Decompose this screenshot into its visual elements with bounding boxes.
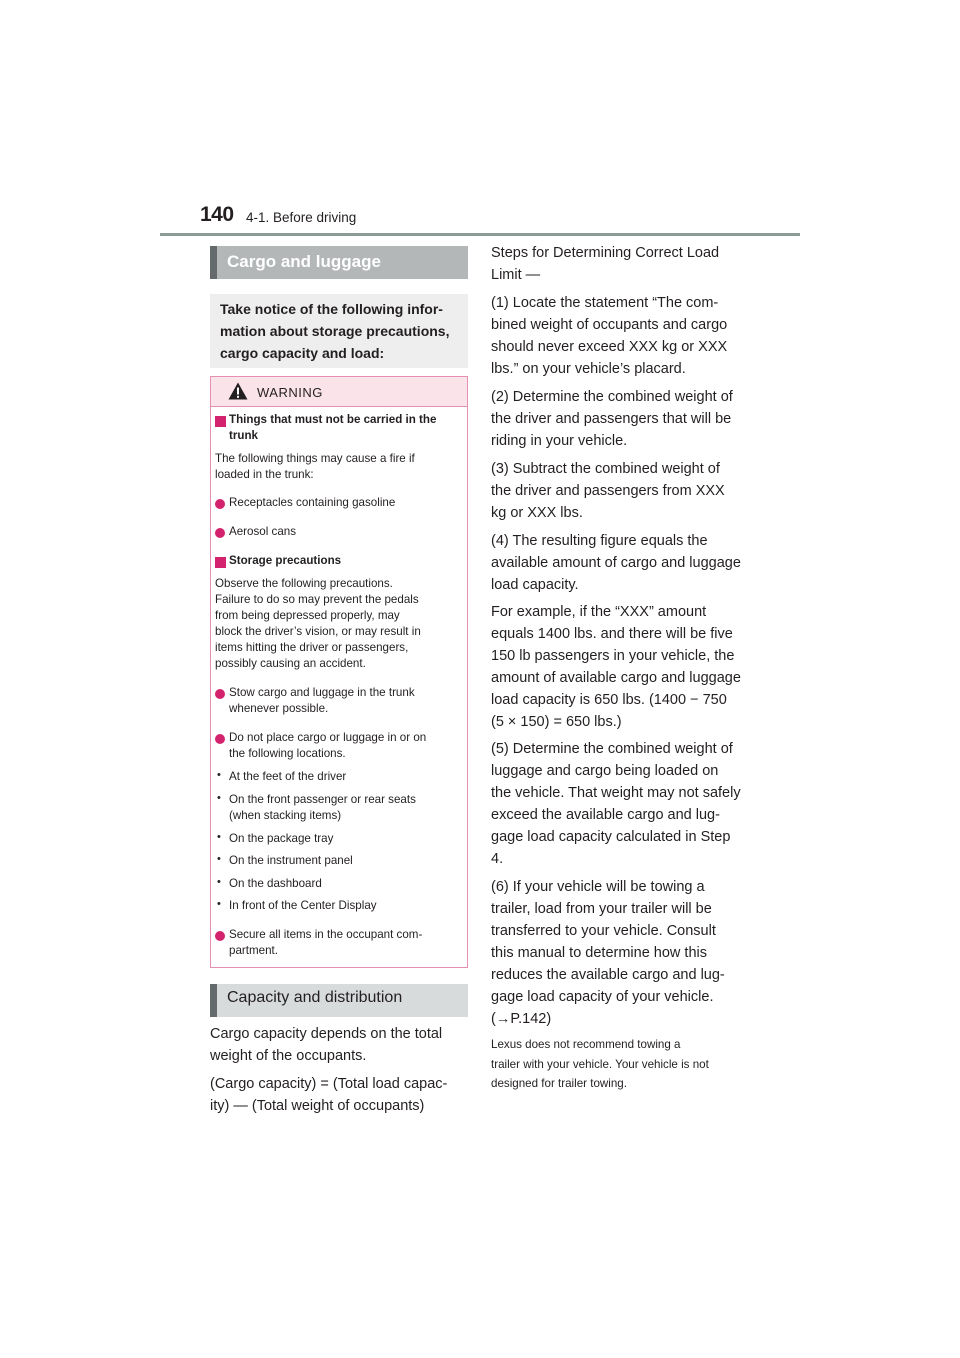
square-bullet-icon xyxy=(215,557,226,568)
text-line: 4. xyxy=(491,851,504,867)
round-bullet-icon xyxy=(215,499,225,509)
text-line: should never exceed XXX kg or XXX xyxy=(491,339,728,355)
text-line: possibly causing an accident. xyxy=(215,657,366,670)
sub-item-center-display: In front of the Center Display xyxy=(229,899,377,912)
text-line: (Cargo capacity) = (Total load capac- xyxy=(210,1076,448,1092)
step-6 xyxy=(491,876,725,1030)
text-line: Stow cargo and luggage in the trunk xyxy=(229,686,415,699)
page-reference-link[interactable]: (→P.142) xyxy=(491,1011,552,1027)
warning-label: WARNING xyxy=(257,385,323,400)
cargo-heading-label: Cargo and luggage xyxy=(227,252,381,271)
text-line: riding in your vehicle. xyxy=(491,433,628,449)
warning-box xyxy=(210,376,468,968)
text-line: Secure all items in the occupant com- xyxy=(229,928,423,941)
text-line: loaded in the trunk: xyxy=(215,468,314,481)
page-number: 140 xyxy=(200,203,234,226)
text-line: the driver and passengers that will be xyxy=(491,411,732,427)
text-line: (2) Determine the combined weight of xyxy=(491,389,733,405)
text-line: equals 1400 lbs. and there will be five xyxy=(491,626,733,642)
text-line: The following things may cause a fire if xyxy=(215,452,415,465)
sub-bullet: • xyxy=(217,853,221,865)
round-bullet-icon xyxy=(215,931,225,941)
text-line: Cargo capacity depends on the total xyxy=(210,1026,443,1042)
text-line: gage load capacity of your vehicle. xyxy=(491,989,714,1005)
text-line: (when stacking items) xyxy=(229,809,342,822)
section-title: 4-1. Before driving xyxy=(246,210,357,225)
text-line: Lexus does not recommend towing a xyxy=(491,1038,681,1051)
text-line: (5 × 150) = 650 lbs.) xyxy=(491,714,622,730)
step-1 xyxy=(491,292,727,380)
text-line: reduces the available cargo and lug- xyxy=(491,967,725,983)
capacity-formula xyxy=(210,1073,447,1117)
text-line: Limit — xyxy=(491,267,541,283)
text-line: trailer, load from your trailer will be xyxy=(491,901,712,917)
text-line: (3) Subtract the combined weight of xyxy=(491,461,720,477)
text-line: trunk xyxy=(229,429,258,442)
trunk-paragraph xyxy=(215,451,459,483)
text-line: transferred to your vehicle. Consult xyxy=(491,923,716,939)
text-line: On the front passenger or rear seats xyxy=(229,793,416,806)
text-line: Failure to do so may prevent the pedals xyxy=(215,593,419,606)
text-line: Steps for Determining Correct Load xyxy=(491,245,720,261)
text-line: the driver and passengers from XXX xyxy=(491,483,725,499)
text-line: exceed the available cargo and lug- xyxy=(491,807,720,823)
text-line: trailer with your vehicle. Your vehicle is not xyxy=(491,1057,709,1071)
steps-title xyxy=(491,242,719,286)
text-line: lbs.” on your vehicle’s placard. xyxy=(491,361,686,377)
text-line: gage load capacity calculated in Step xyxy=(491,829,731,845)
intro-box xyxy=(210,294,468,368)
text-line: kg or XXX lbs. xyxy=(491,505,583,521)
text-line: 150 lb passengers in your vehicle, the xyxy=(491,648,735,664)
text-line: available amount of cargo and luggage xyxy=(491,555,741,571)
text-line: For example, if the “XXX” amount xyxy=(491,604,707,620)
text-line: (1) Locate the statement “The com- xyxy=(491,295,719,311)
step-2 xyxy=(491,386,733,452)
section-title-trunk xyxy=(229,412,459,444)
sub-item-seats xyxy=(229,792,459,824)
text-line: load capacity is 650 lbs. (1400 − 750 xyxy=(491,692,727,708)
capacity-heading xyxy=(210,984,468,1017)
cargo-heading xyxy=(210,246,468,279)
text-line: items hitting the driver or passengers, xyxy=(215,641,409,654)
towing-note xyxy=(491,1035,709,1094)
sub-item-dashboard: On the dashboard xyxy=(229,877,322,890)
sub-bullet: • xyxy=(217,769,221,781)
header-rule xyxy=(160,233,800,236)
list-item-gasoline: Receptacles containing gasoline xyxy=(229,496,396,509)
text-line: ity) — (Total weight of occupants) xyxy=(210,1098,425,1114)
intro-line: cargo capacity and load: xyxy=(220,345,385,361)
list-item-do-not-place xyxy=(229,730,459,762)
text-line: load capacity. xyxy=(491,577,579,593)
intro-line: mation about storage precautions, xyxy=(220,323,450,339)
round-bullet-icon xyxy=(215,689,225,699)
sub-bullet: • xyxy=(217,831,221,843)
warning-triangle-icon xyxy=(228,382,248,400)
text-line: amount of available cargo and luggage xyxy=(491,670,741,686)
text-line: whenever possible. xyxy=(229,702,329,715)
text-line: weight of the occupants. xyxy=(210,1048,367,1064)
sub-bullet: • xyxy=(217,792,221,804)
sub-item-driver-feet: At the feet of the driver xyxy=(229,770,347,783)
storage-paragraph xyxy=(215,576,459,672)
sub-bullet: • xyxy=(217,898,221,910)
capacity-paragraph-1 xyxy=(210,1023,442,1067)
step-3 xyxy=(491,458,725,524)
text-line: designed for trailer towing. xyxy=(491,1077,627,1090)
list-item-aerosol: Aerosol cans xyxy=(229,525,297,538)
text-line: partment. xyxy=(229,944,278,957)
capacity-heading-label: Capacity and distribution xyxy=(227,989,403,1006)
text-line: Observe the following precautions. xyxy=(215,577,393,590)
text-line: luggage and cargo being loaded on xyxy=(491,763,719,779)
text-line: (4) The resulting figure equals the xyxy=(491,533,708,549)
sub-bullet: • xyxy=(217,876,221,888)
list-item-stow xyxy=(229,685,459,717)
text-line: the following locations. xyxy=(229,747,346,760)
round-bullet-icon xyxy=(215,528,225,538)
text-line: Do not place cargo or luggage in or on xyxy=(229,731,427,744)
sub-item-package-tray: On the package tray xyxy=(229,832,334,845)
text-line: (6) If your vehicle will be towing a xyxy=(491,879,705,895)
step-4 xyxy=(491,530,741,596)
sub-item-instrument-panel: On the instrument panel xyxy=(229,854,353,867)
text-line: the vehicle. That weight may not safely xyxy=(491,785,741,801)
section-title-storage: Storage precautions xyxy=(229,554,342,567)
warning-header xyxy=(211,377,467,407)
step-5 xyxy=(491,738,741,870)
list-item-secure xyxy=(229,927,459,959)
round-bullet-icon xyxy=(215,734,225,744)
text-line: this manual to determine how this xyxy=(491,945,707,961)
square-bullet-icon xyxy=(215,416,226,427)
text-line: Things that must not be carried in the xyxy=(229,413,437,426)
intro-line: Take notice of the following infor- xyxy=(220,301,443,317)
text-line: block the driver’s vision, or may result in xyxy=(215,625,421,638)
text-line: (5) Determine the combined weight of xyxy=(491,741,733,757)
example-paragraph xyxy=(491,601,741,733)
text-line: from being depressed properly, may xyxy=(215,609,400,622)
text-line: bined weight of occupants and cargo xyxy=(491,317,728,333)
